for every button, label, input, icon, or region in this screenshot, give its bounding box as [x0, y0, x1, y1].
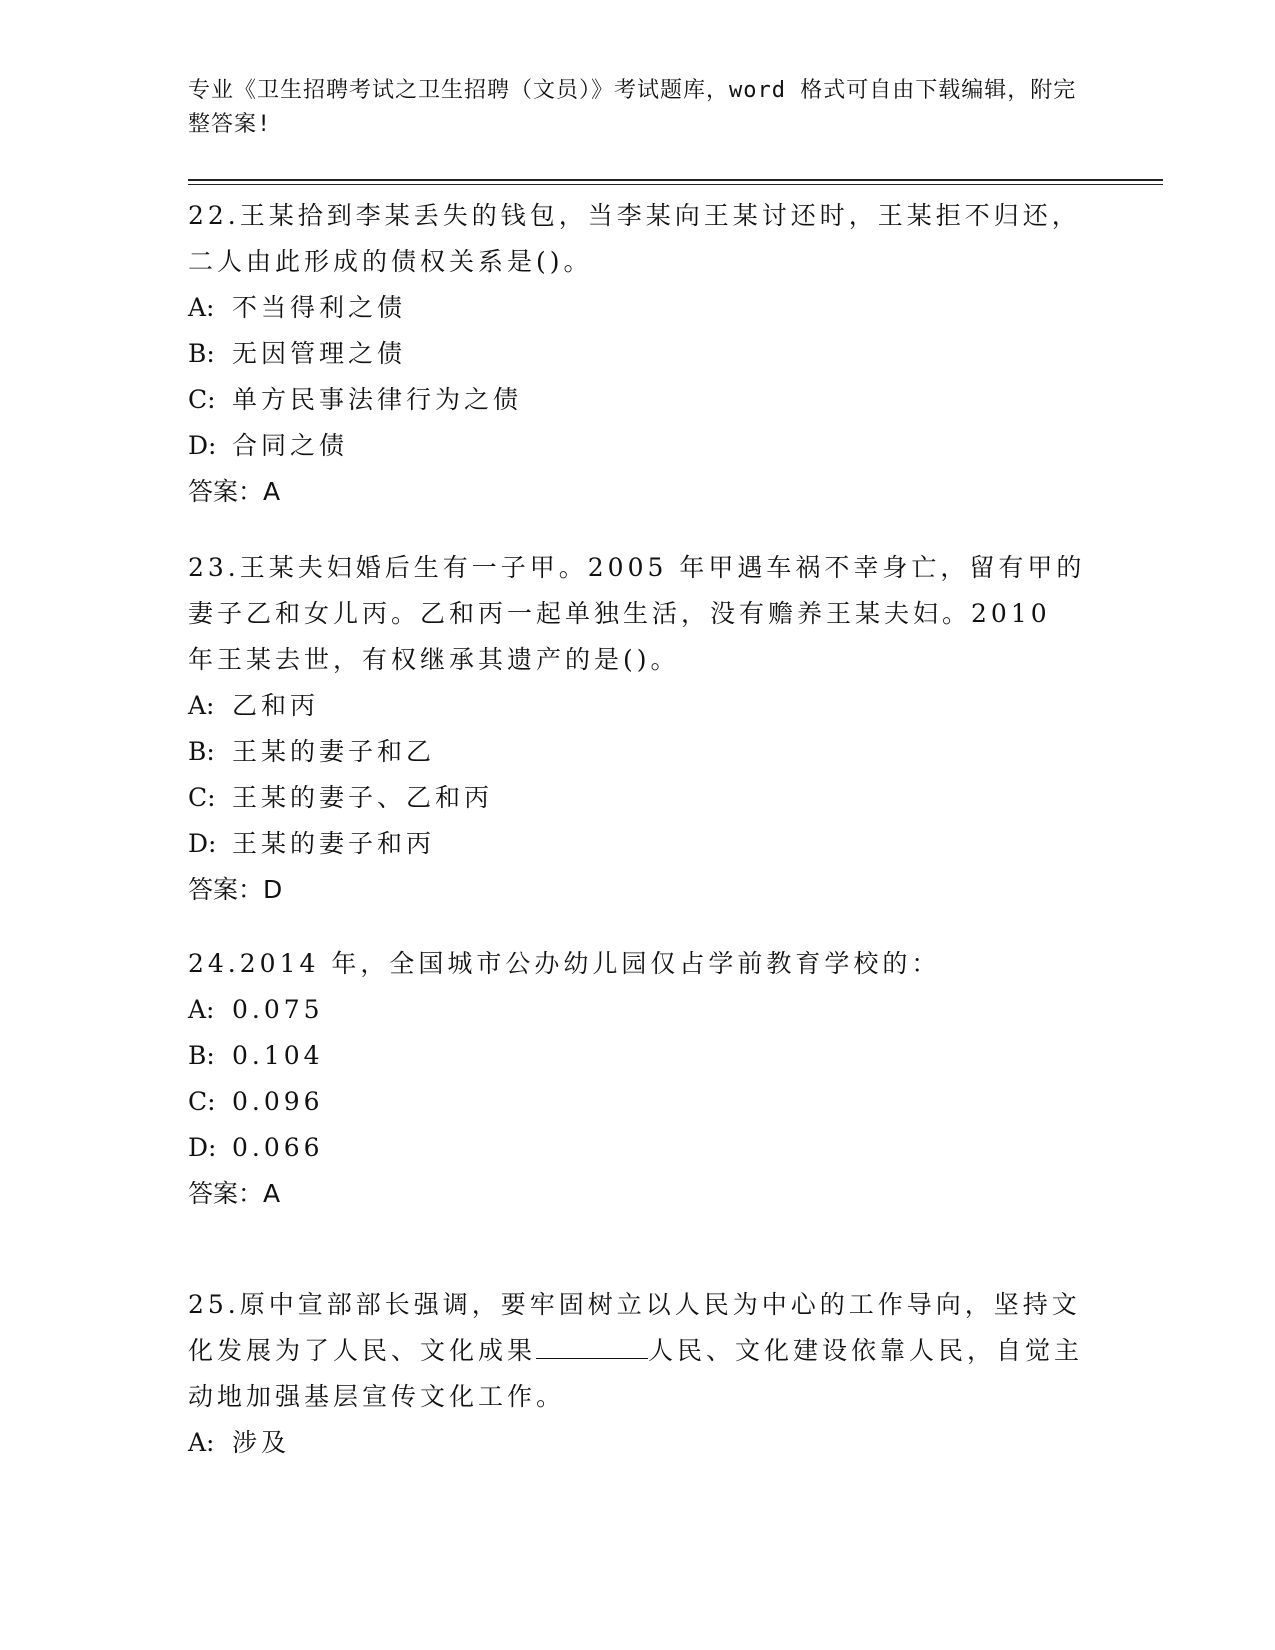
option-text: 无因管理之债	[232, 339, 407, 368]
option-text: 王某的妻子、乙和丙	[232, 783, 494, 812]
option-b	[188, 1033, 1088, 1079]
option-letter: A:	[188, 293, 215, 322]
option-a	[188, 285, 1088, 331]
option-d	[188, 423, 1088, 469]
answer-line: 答案：D	[188, 875, 283, 904]
header-note: 专业《卫生招聘考试之卫生招聘（文员）》考试题库，word 格式可自由下载编辑，附完整答案!	[188, 78, 1077, 137]
option-text: 涉及	[232, 1428, 291, 1457]
option-d	[188, 1125, 1088, 1171]
fill-in-blank	[536, 1336, 648, 1359]
option-letter: C:	[188, 783, 216, 812]
option-d	[188, 821, 1088, 867]
stem-after-blank: 人民、文化建设依靠人民，自觉主动地加强基层宣传文化工作。	[188, 1336, 1084, 1411]
question-stem: 24.2014 年，全国城市公办幼儿园仅占学前教育学校的：	[188, 949, 941, 978]
answer-line: 答案：A	[188, 477, 281, 506]
option-a	[188, 1420, 1088, 1466]
option-b	[188, 729, 1088, 775]
option-letter: A:	[188, 1428, 215, 1457]
option-c	[188, 1079, 1088, 1125]
question-23	[188, 545, 1088, 913]
option-text: 0.066	[232, 1133, 324, 1162]
option-letter: B:	[188, 737, 215, 766]
option-b	[188, 331, 1088, 377]
option-letter: B:	[188, 339, 215, 368]
option-text: 乙和丙	[232, 691, 320, 720]
option-letter: A:	[188, 691, 215, 720]
option-text: 0.104	[232, 1041, 324, 1070]
header-rule-thick	[188, 179, 1163, 181]
stem-before-blank: 25.原中宣部部长强调，要牢固树立以人民为中心的工作导向，坚持文化发展为了人民、文化成果	[188, 1290, 1081, 1365]
option-letter: D:	[188, 431, 217, 460]
option-letter: C:	[188, 385, 216, 414]
option-text: 0.075	[232, 995, 324, 1024]
option-letter: B:	[188, 1041, 215, 1070]
question-stem: 23.王某夫妇婚后生有一子甲。2005 年甲遇车祸不幸身亡，留有甲的妻子乙和女儿丙。乙和丙一起单独生活，没有赡养王某夫妇。2010 年王某去世，有权继承其遗产的是()。	[188, 553, 1086, 674]
option-c	[188, 775, 1088, 821]
question-22	[188, 193, 1088, 515]
question-stem: 22.王某拾到李某丢失的钱包，当李某向王某讨还时，王某拒不归还，二人由此形成的债权关系是()。	[188, 201, 1081, 276]
option-text: 单方民事法律行为之债	[232, 385, 523, 414]
option-text: 王某的妻子和丙	[232, 829, 436, 858]
option-a	[188, 987, 1088, 1033]
option-text: 0.096	[232, 1087, 324, 1116]
option-text: 合同之债	[232, 431, 349, 460]
question-stem	[188, 1282, 1088, 1420]
question-25	[188, 1282, 1088, 1466]
option-letter: D:	[188, 1133, 217, 1162]
option-text: 不当得利之债	[232, 293, 407, 322]
answer-line: 答案：A	[188, 1179, 281, 1208]
option-text: 王某的妻子和乙	[232, 737, 436, 766]
option-c	[188, 377, 1088, 423]
option-letter: D:	[188, 829, 217, 858]
question-24	[188, 941, 1088, 1217]
option-letter: C:	[188, 1087, 216, 1116]
option-a	[188, 683, 1088, 729]
header-rule-thin	[188, 184, 1163, 185]
option-letter: A:	[188, 995, 215, 1024]
